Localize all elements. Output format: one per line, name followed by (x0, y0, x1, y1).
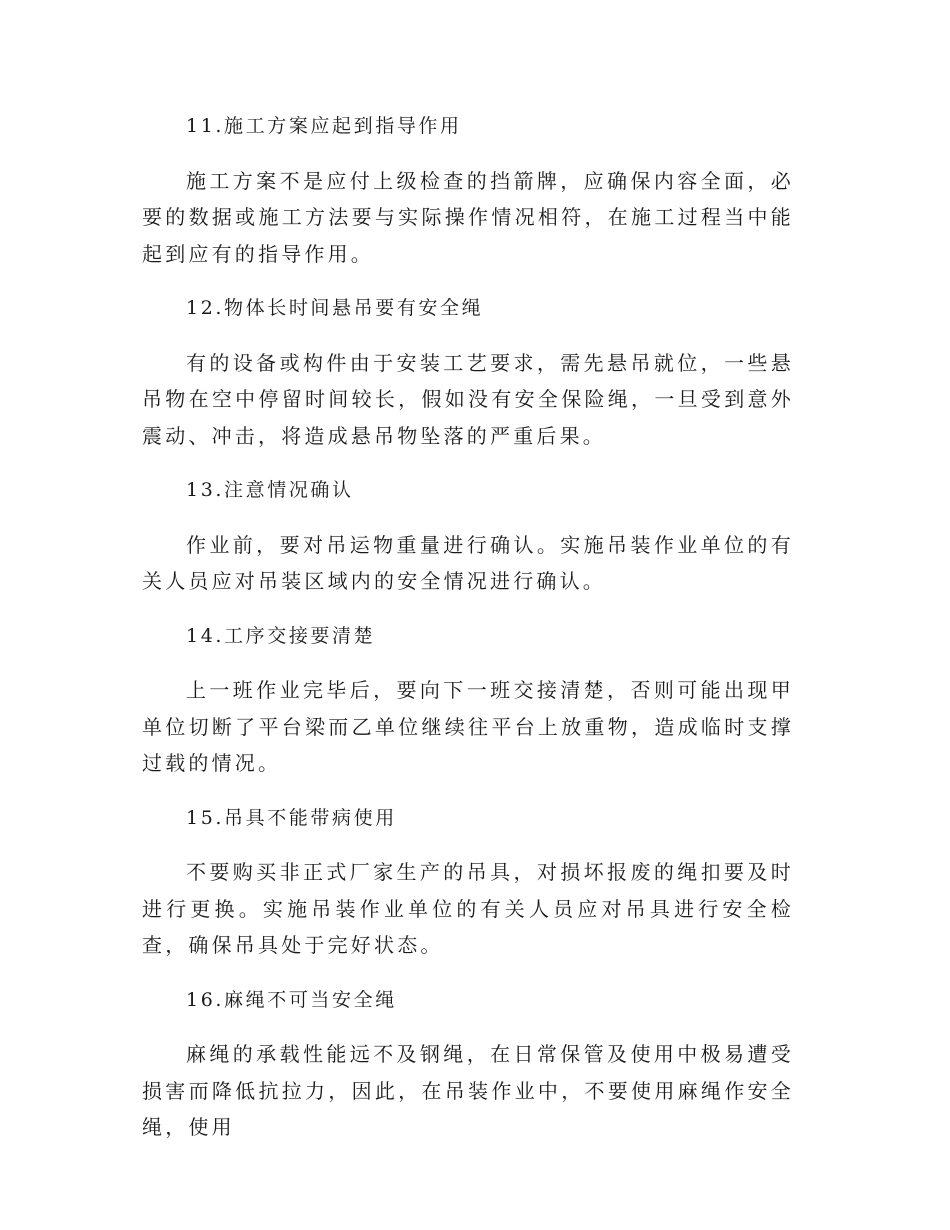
section-heading-15: 15.吊具不能带病使用 (186, 806, 397, 829)
section-body-15: 不要购买非正式厂家生产的吊具，对损坏报废的绳扣要及时进行更换。实施吊装作业单位的有关人员应对吊具进行安全检查，确保吊具处于完好状态。 (142, 860, 794, 957)
section-heading-16: 16.麻绳不可当安全绳 (186, 988, 397, 1011)
section-heading-14: 14.工序交接要清楚 (186, 624, 376, 647)
section-body-12: 有的设备或构件由于安装工艺要求，需先悬吊就位，一些悬吊物在空中停留时间较长，假如没有安全保险绳，一旦受到意外震动、冲击，将造成悬吊物坠落的严重后果。 (142, 350, 794, 448)
section-heading-11: 11.施工方案应起到指导作用 (186, 115, 462, 137)
section-body-13: 作业前，要对吊运物重量进行确认。实施吊装作业单位的有关人员应对吊装区域内的安全情况进行确认。 (142, 532, 794, 593)
section-body-14: 上一班作业完毕后，要向下一班交接清楚，否则可能出现甲单位切断了平台梁而乙单位继续往平台上放重物，造成临时支撑过载的情况。 (142, 678, 794, 775)
section-body-11: 施工方案不是应付上级检查的挡箭牌，应确保内容全面，必要的数据或施工方法要与实际操作情况相符，在施工过程当中能起到应有的指导作用。 (142, 168, 794, 266)
document-content (142, 108, 794, 1164)
section-body-16: 麻绳的承载性能远不及钢绳，在日常保管及使用中极易遭受损害而降低抗拉力，因此，在吊装作业中，不要使用麻绳作安全绳，使用 (142, 1042, 794, 1139)
section-heading-13: 13.注意情况确认 (186, 479, 354, 501)
section-heading-12: 12.物体长时间悬吊要有安全绳 (186, 297, 484, 319)
